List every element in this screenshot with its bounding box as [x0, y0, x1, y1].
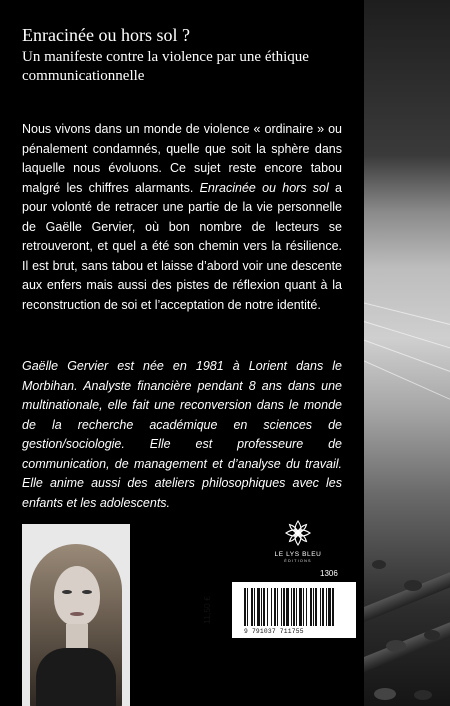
barcode-bar: [326, 588, 327, 626]
barcode-bar: [315, 588, 317, 626]
summary-part-2: a pour volonté de retracer une partie de la vie personnelle de Gaëlle Gervier, où bon nombre de lecteurs se retrouveront, et quel a été son chemin vers la résilience. Il est brut, sans tabou et laisse d’abord voir une descente aux enfers mais aussi des pistes de réflexion quant à la reconstruction de soi et l’acceptation de notre identité.: [22, 180, 342, 312]
book-title: Enracinée ou hors sol ?: [22, 25, 190, 45]
publisher-logo: [266, 518, 330, 563]
book-code: 1306: [320, 569, 338, 578]
barcode-bar: [293, 588, 295, 626]
barcode-bar: [277, 588, 278, 626]
barcode-bar: [296, 588, 297, 626]
isbn-digits: 9 791037 711755: [244, 628, 304, 635]
summary-text: [22, 120, 342, 315]
barcode-bar: [251, 588, 253, 626]
barcode-bar: [261, 588, 262, 626]
barcode-bar: [254, 588, 255, 626]
railway-photo: [364, 0, 450, 706]
barcode-bar: [286, 588, 289, 626]
barcode: [244, 588, 352, 626]
author-bio: Gaëlle Gervier est née en 1981 à Lorient dans le Morbihan. Analyste financière pendant 8 ans dans une multinationale, elle fait une reconversion dans le monde de la recherche académique en sciences de gestion/sociologie. Elle est professeure de communication, de management et d’analyse du travail. Elle anime aussi des ateliers philosophiques avec les enfants et les adolescents.: [22, 359, 342, 510]
barcode-bar: [283, 588, 285, 626]
barcode-bar: [263, 588, 265, 626]
barcode-bar: [247, 588, 248, 626]
barcode-bar: [322, 588, 324, 626]
barcode-bar: [257, 588, 260, 626]
barcode-bar: [299, 588, 302, 626]
barcode-bar: [271, 588, 272, 626]
barcode-bar: [332, 588, 334, 626]
barcode-bar: [313, 588, 314, 626]
summary-book-title: Enracinée ou hors sol: [199, 180, 329, 195]
barcode-bar: [291, 588, 292, 626]
barcode-bar: [320, 588, 321, 626]
publisher-name: LE LYS BLEU: [274, 551, 322, 558]
barcode-bar: [303, 588, 304, 626]
barcode-bar: [306, 588, 307, 626]
barcode-bar: [267, 588, 268, 626]
barcode-bar: [328, 588, 331, 626]
barcode-bar: [310, 588, 312, 626]
barcode-bar: [244, 588, 246, 626]
author-portrait: [22, 524, 130, 706]
price: 11,50 €: [202, 596, 212, 624]
publisher-sub: ÉDITIONS: [284, 559, 312, 563]
barcode-bar: [281, 588, 282, 626]
summary-part-1: Nous vivons dans un monde de violence « ordinaire » ou pénalement condamnés, quelle que soit la sphère dans laquelle nous évoluons. Ce sujet reste encore tabou malgré les chiffres alarmants.: [22, 122, 342, 195]
barcode-bar: [274, 588, 276, 626]
book-subtitle: Un manifeste contre la violence par une éthique communicationnelle: [22, 49, 309, 84]
lily-flower-icon: [283, 518, 313, 548]
